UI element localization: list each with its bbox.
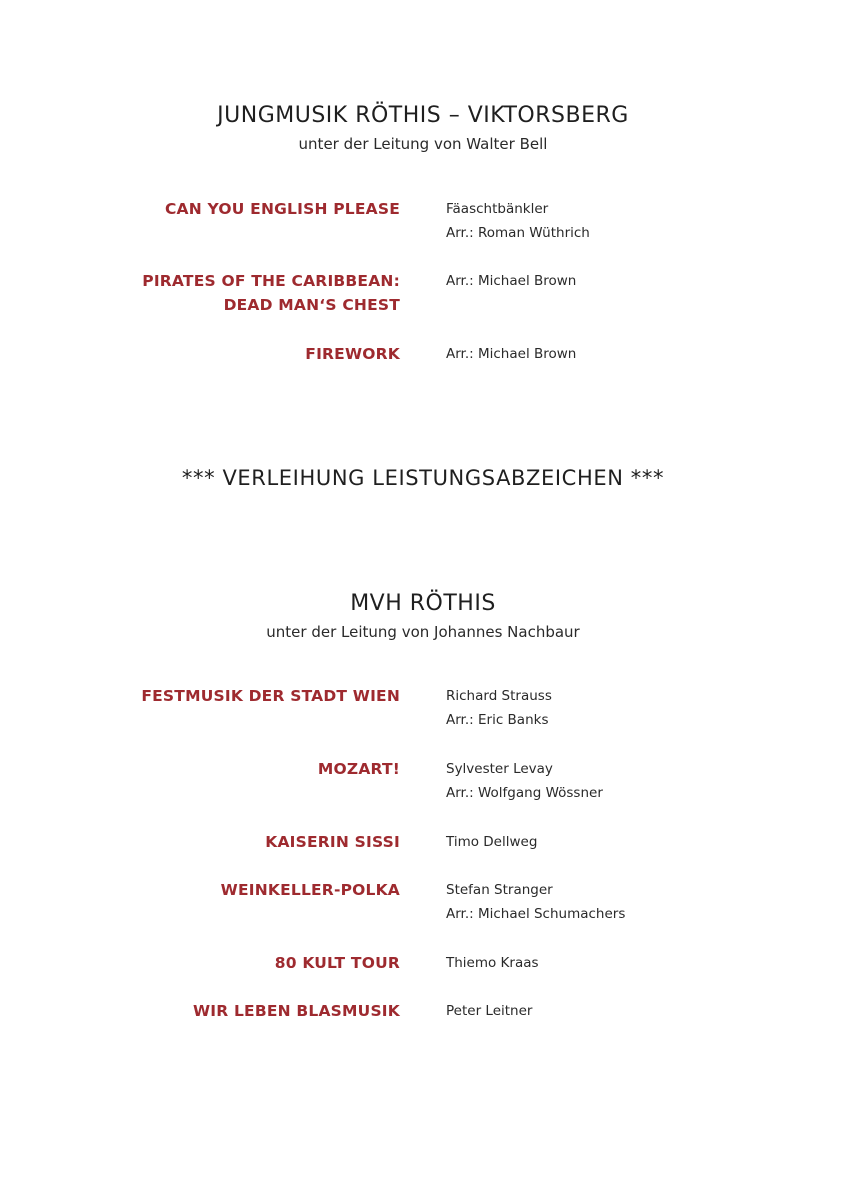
section-subtitle: unter der Leitung von Walter Bell (298, 135, 548, 153)
piece-credits (446, 684, 552, 732)
piece-title (0, 999, 400, 1023)
piece-title-line: PIRATES OF THE CARIBBEAN: (142, 272, 400, 290)
section-title: MVH RÖTHIS (350, 591, 496, 616)
section-header-mvh (0, 590, 846, 642)
credit-line: Arr.: Wolfgang Wössner (446, 785, 603, 801)
credit-line: Arr.: Roman Wüthrich (446, 225, 590, 241)
program-item (0, 684, 552, 732)
program-item (0, 269, 576, 317)
piece-title (0, 269, 400, 317)
piece-credits (446, 342, 576, 366)
piece-credits (446, 830, 537, 854)
piece-credits (446, 269, 576, 293)
program-item (0, 757, 603, 805)
piece-title (0, 951, 400, 975)
credit-line: Arr.: Michael Brown (446, 273, 577, 289)
piece-title-line: FIREWORK (305, 345, 400, 363)
piece-title (0, 342, 400, 366)
credit-line: Sylvester Levay (446, 761, 553, 777)
piece-title-line: DEAD MAN‘S CHEST (223, 296, 400, 314)
piece-title-line: 80 KULT TOUR (274, 954, 400, 972)
program-item (0, 951, 539, 975)
program-item (0, 999, 532, 1023)
piece-title-line: WEINKELLER-POLKA (220, 881, 400, 899)
piece-credits (446, 197, 590, 245)
credit-line: Arr.: Michael Schumachers (446, 906, 626, 922)
piece-title-line: KAISERIN SISSI (265, 833, 400, 851)
credit-line: Thiemo Kraas (446, 955, 539, 971)
program-item (0, 342, 576, 366)
credit-line: Peter Leitner (446, 1003, 533, 1019)
credit-line: Stefan Stranger (446, 882, 553, 898)
program-item (0, 878, 625, 926)
piece-credits (446, 951, 539, 975)
piece-title-line: CAN YOU ENGLISH PLEASE (164, 200, 400, 218)
piece-title (0, 197, 400, 221)
credit-line: Arr.: Eric Banks (446, 712, 549, 728)
piece-title (0, 757, 400, 781)
section-subtitle: unter der Leitung von Johannes Nachbaur (266, 623, 580, 641)
piece-title-line: FESTMUSIK DER STADT WIEN (141, 687, 400, 705)
piece-credits (446, 878, 625, 926)
interlude-heading: *** VERLEIHUNG LEISTUNGSABZEICHEN *** (181, 466, 665, 490)
credit-line: Arr.: Michael Brown (446, 346, 577, 362)
piece-title (0, 684, 400, 708)
piece-title-line: MOZART! (317, 760, 400, 778)
credit-line: Richard Strauss (446, 688, 552, 704)
piece-title (0, 830, 400, 854)
credit-line: Timo Dellweg (446, 834, 538, 850)
piece-credits (446, 757, 603, 805)
piece-title-line: WIR LEBEN BLASMUSIK (192, 1002, 400, 1020)
program-item (0, 197, 590, 245)
section-title: JUNGMUSIK RÖTHIS – VIKTORSBERG (217, 103, 629, 128)
credit-line: Fäaschtbänkler (446, 201, 549, 217)
section-header-jungmusik (0, 102, 846, 154)
piece-title (0, 878, 400, 902)
piece-credits (446, 999, 532, 1023)
program-item (0, 830, 537, 854)
